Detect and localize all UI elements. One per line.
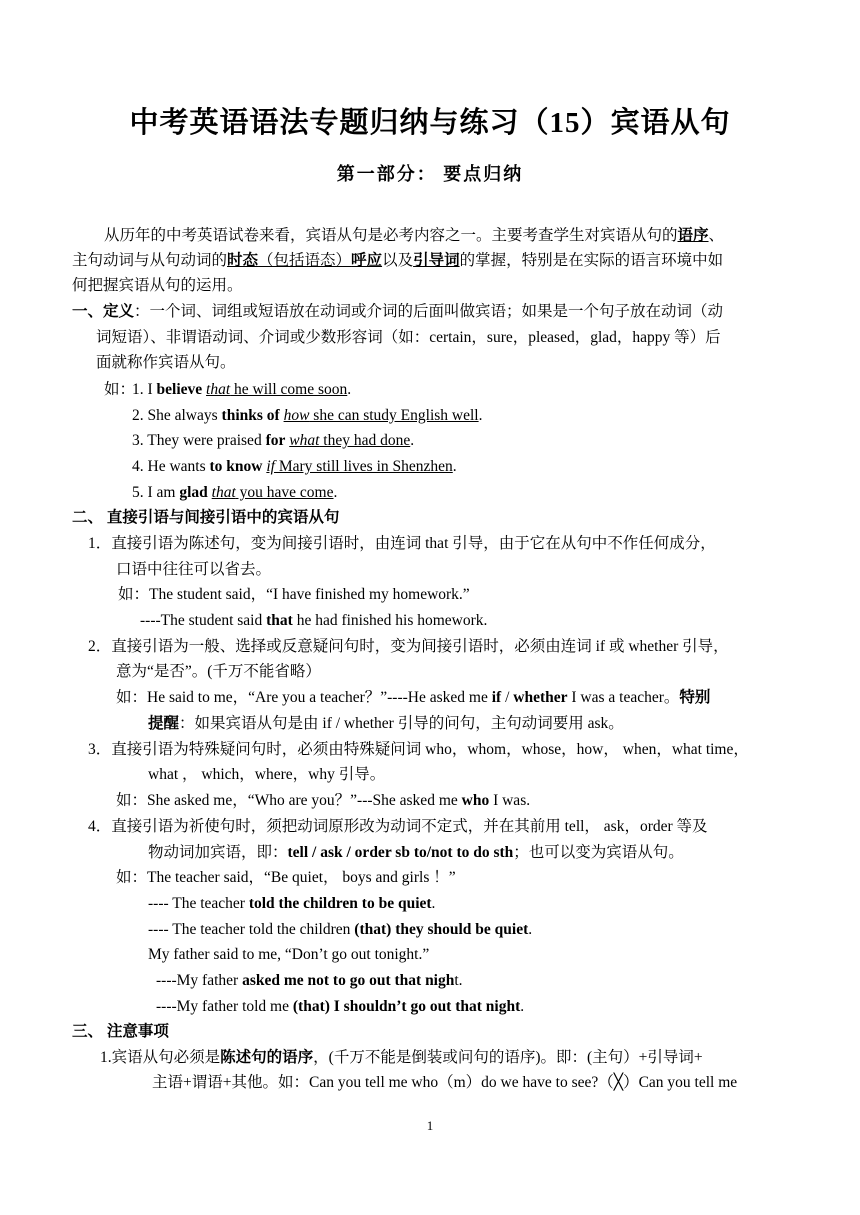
- intro-line-3: 何把握宾语从句的运用。: [72, 277, 243, 294]
- example-lead: 如：: [104, 381, 136, 398]
- s2-p4-example-6: ----My father told me (that) I shouldn’t go out that night.: [156, 998, 525, 1015]
- s2-p2-example-1: 如：He said to me，“Are you a teacher？”----He asked me if / whether I was a teacher。特别: [116, 689, 711, 706]
- s2-p1-line-2: 口语中往往可以省去。: [116, 561, 272, 578]
- s2-p3-line-2: what ， which，where，why 引导。: [148, 766, 386, 783]
- intro-line-2: 主句动词与从句动词的时态（包括语态）呼应以及引导词的掌握，特别是在实际的语言环境中如: [72, 252, 724, 269]
- s2-p1-line-1: 1．直接引语为陈述句，变为间接引语时，由连词 that 引导，由于它在从句中不作任何成分，: [88, 535, 716, 552]
- section-1-line-2: 词短语）、非谓语动词、介词或少数形容词（如：certain，sure，pleased，glad，happy 等）后: [96, 329, 721, 346]
- section-1-line-3: 面就称作宾语从句。: [96, 354, 236, 371]
- page-title: 中考英语语法专题归纳与练习（15）宾语从句: [129, 107, 731, 139]
- s3-line-2: 主语+谓语+其他。如：Can you tell me who（m）do we have to see?（╳）Can you tell me: [152, 1074, 738, 1091]
- s3-line-1: 1.宾语从句必须是陈述句的语序，(千万不能是倒装或问句的语序)。即：(主句）+引导词+: [100, 1049, 703, 1066]
- s2-p3-example: 如：She asked me，“Who are you？”---She asked me who I was.: [116, 792, 531, 809]
- intro-line-1: 从历年的中考英语试卷来看，宾语从句是必考内容之一。主要考查学生对宾语从句的语序、: [104, 227, 725, 244]
- s2-p3-line-1: 3．直接引语为特殊疑问句时，必须由特殊疑问词 who，whom，whose，how， when，what time，: [88, 741, 749, 758]
- page-number: 1: [426, 1118, 434, 1133]
- example-item: 5. I am glad that you have come.: [132, 484, 338, 501]
- s2-p4-line-1: 4．直接引语为祈使句时，须把动词原形改为动词不定式，并在其前用 tell， ask，order 等及: [88, 818, 708, 835]
- s2-p2-example-2: 提醒：如果宾语从句是由 if / whether 引导的问句，主句动词要用 ask。: [148, 715, 624, 732]
- keyword-word-order: 语序: [677, 227, 709, 244]
- s2-p1-example-2: ----The student said that he had finished his homework.: [140, 612, 488, 629]
- example-item: 3. They were praised for what they had done.: [132, 432, 415, 449]
- s2-p2-line-2: 意为“是否”。(千万不能省略）: [116, 663, 321, 680]
- example-item: 4. He wants to know if Mary still lives in Shenzhen.: [132, 458, 457, 475]
- keyword-agreement: 呼应: [351, 252, 383, 269]
- s2-p4-line-2: 物动词加宾语，即：tell / ask / order sb to/not to do sth；也可以变为宾语从句。: [148, 844, 684, 861]
- s2-p4-example-2: ---- The teacher told the children to be quiet.: [148, 895, 436, 912]
- example-item: 2. She always thinks of how she can study English well.: [132, 407, 483, 424]
- section-1-line-1: 一、定义：一个词、词组或短语放在动词或介词的后面叫做宾语；如果是一个句子放在动词（动: [72, 303, 724, 320]
- s2-p4-example-1: 如：The teacher said，“Be quiet， boys and girls ！”: [116, 869, 456, 886]
- s2-p1-example-1: 如：The student said，“I have finished my homework.”: [118, 586, 470, 603]
- section-2-heading: 二、 直接引语与间接引语中的宾语从句: [72, 509, 340, 526]
- s2-p2-line-1: 2．直接引语为一般、选择或反意疑问句时，变为间接引语时，必须由连词 if 或 whether 引导，: [88, 638, 729, 655]
- section-1-heading: 一、定义: [72, 303, 135, 320]
- section-subtitle: 第一部分： 要点归纳: [336, 164, 524, 184]
- section-3-heading: 三、 注意事项: [72, 1023, 169, 1040]
- s2-p4-example-4: My father said to me, “Don’t go out tonight.”: [148, 946, 430, 963]
- example-item: 1. I believe that he will come soon.: [132, 381, 352, 398]
- keyword-connective: 引导词: [413, 252, 460, 269]
- s2-p4-example-3: ---- The teacher told the children (that) they should be quiet.: [148, 921, 533, 938]
- s2-p4-example-5: ----My father asked me not to go out that night.: [156, 972, 463, 989]
- keyword-tense: 时态: [227, 252, 259, 269]
